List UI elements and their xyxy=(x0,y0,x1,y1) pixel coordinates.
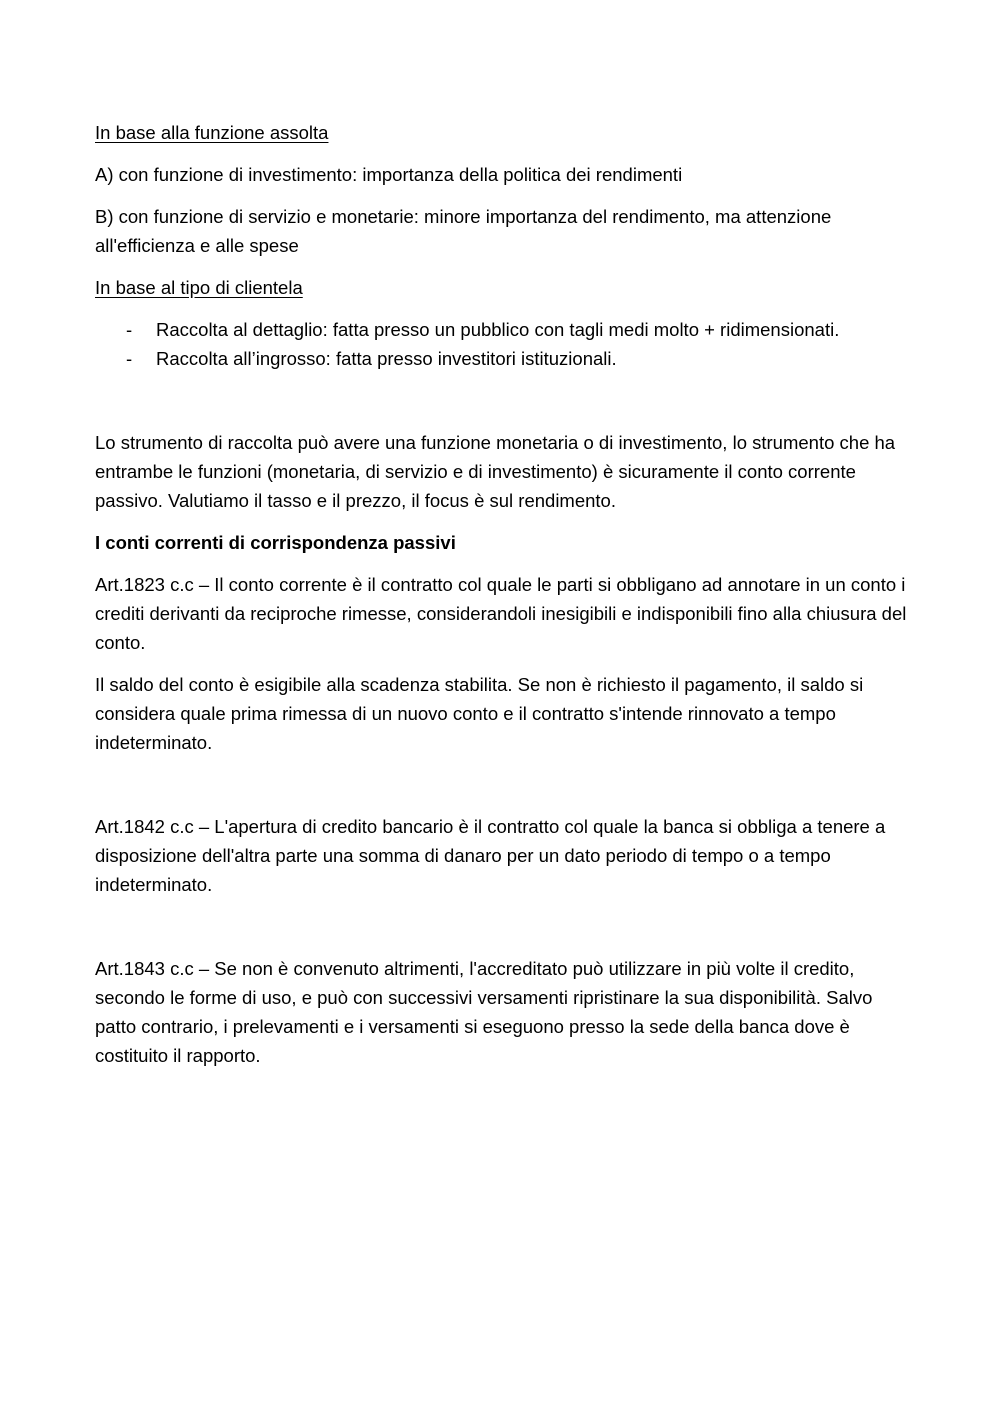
blank-line xyxy=(95,386,910,428)
list-item-text: Raccolta all’ingrosso: fatta presso investitori istituzionali. xyxy=(156,348,617,369)
paragraph-art-1823: Art.1823 c.c – Il conto corrente è il contratto col quale le parti si obbligano ad annotare in un conto i crediti derivanti da reciproche rimesse, considerandoli inesigibili e indisponibili fino alla chiusura del conto. xyxy=(95,574,907,653)
heading-conti-correnti: I conti correnti di corrispondenza passivi xyxy=(95,532,456,553)
list-item xyxy=(95,344,910,373)
list-item xyxy=(95,315,910,344)
paragraph-strumento-raccolta: Lo strumento di raccolta può avere una funzione monetaria o di investimento, lo strumento che ha entrambe le funzioni (monetaria, di servizio e di investimento) è sicuramente il conto corrente passivo. Valutiamo il tasso e il prezzo, il focus è sul rendimento. xyxy=(95,432,896,511)
paragraph-item-a: A) con funzione di investimento: importanza della politica dei rendimenti xyxy=(95,164,683,185)
blank-line xyxy=(95,770,910,812)
paragraph-saldo: Il saldo del conto è esigibile alla scadenza stabilita. Se non è richiesto il pagamento, il saldo si considera quale prima rimessa di un nuovo conto e il contratto s'intende rinnovato a tempo indeterminato. xyxy=(95,674,864,753)
heading-funzione-assolta: In base alla funzione assolta xyxy=(95,122,329,143)
blank-line xyxy=(95,912,910,954)
dash-bullet-icon: - xyxy=(126,319,133,340)
list-item-text: Raccolta al dettaglio: fatta presso un pubblico con tagli medi molto + ridimensionati. xyxy=(156,319,840,340)
paragraph-item-b: B) con funzione di servizio e monetarie: minore importanza del rendimento, ma attenzione all'efficienza e alle spese xyxy=(95,206,832,256)
heading-tipo-clientela: In base al tipo di clientela xyxy=(95,277,303,298)
document-body xyxy=(95,118,910,1083)
paragraph-art-1842: Art.1842 c.c – L'apertura di credito bancario è il contratto col quale la banca si obbliga a tenere a disposizione dell'altra parte una somma di danaro per un dato periodo di tempo o a tempo indeterminato. xyxy=(95,816,886,895)
paragraph-art-1843: Art.1843 c.c – Se non è convenuto altrimenti, l'accreditato può utilizzare in più volte il credito, secondo le forme di uso, e può con successivi versamenti ripristinare la sua disponibilità. Salvo patto contrario, i prelevamenti e i versamenti si eseguono presso la sede della banca dove è costituito il rapporto. xyxy=(95,958,873,1066)
clientela-list xyxy=(95,315,910,373)
dash-bullet-icon: - xyxy=(126,348,133,369)
